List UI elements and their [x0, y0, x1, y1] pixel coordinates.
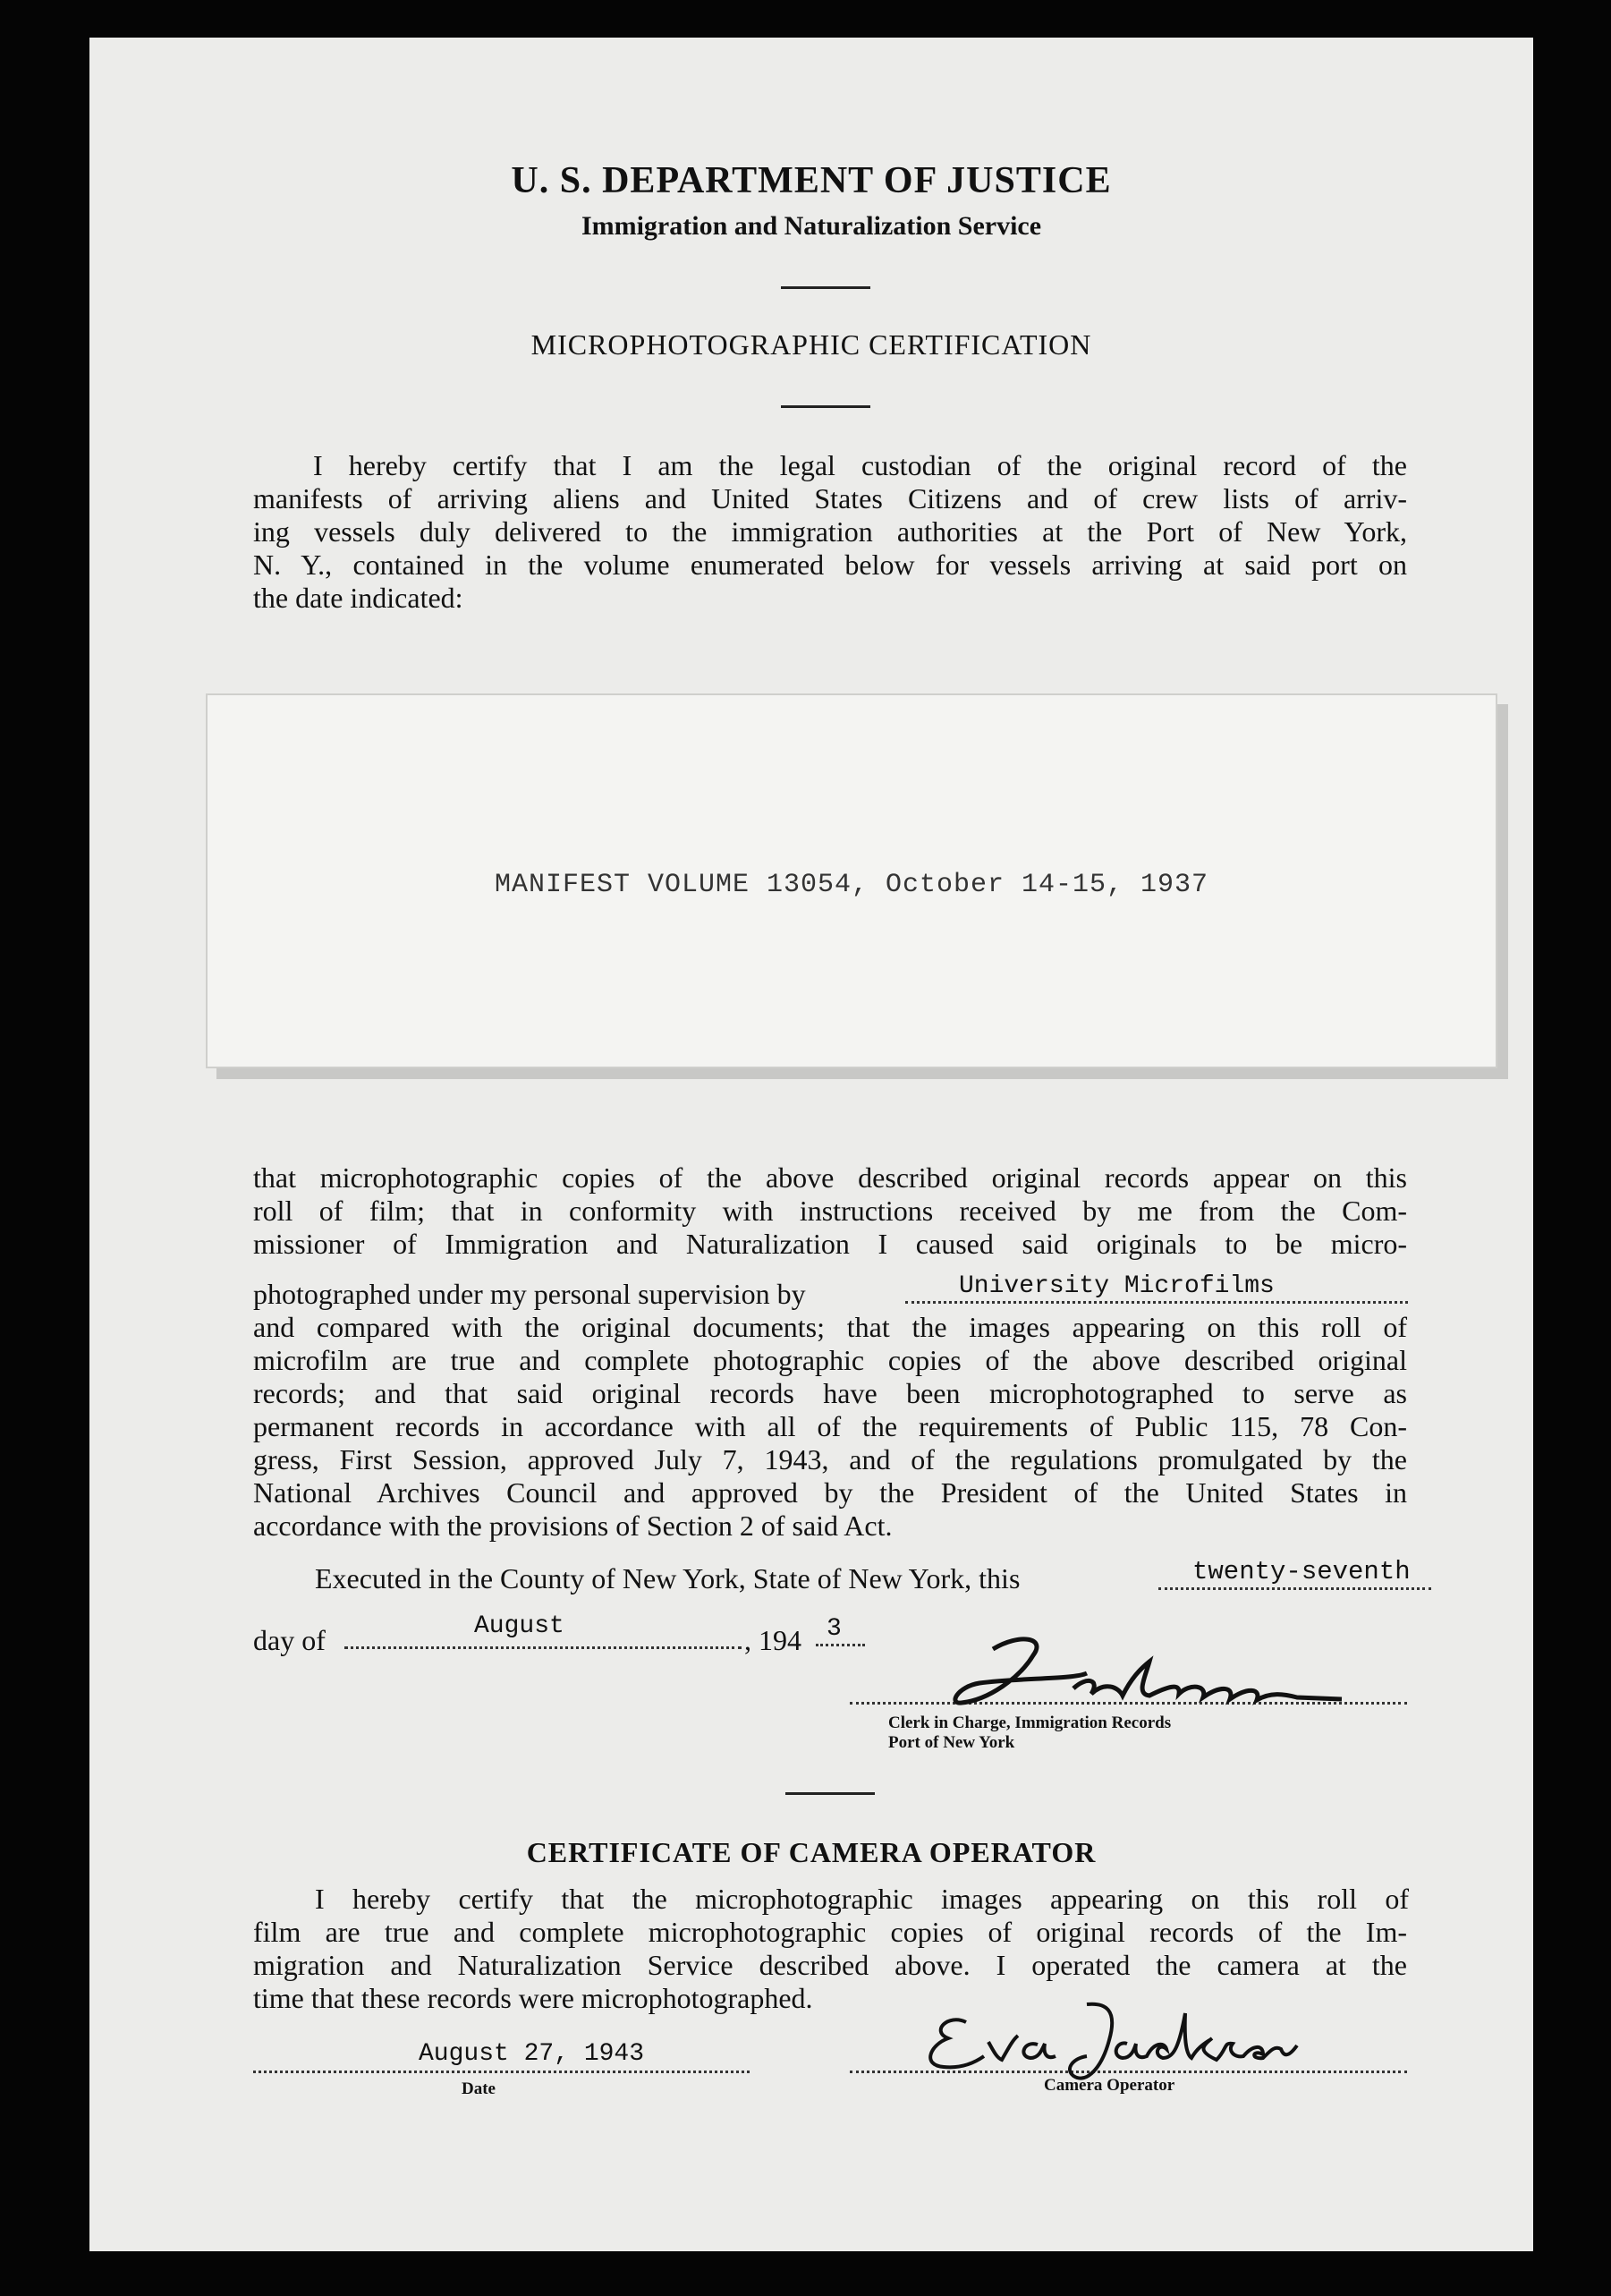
body-line: National Archives Council and approved by the President of the United States in [253, 1476, 1407, 1509]
executed-label: Executed in the County of New York, State of New York, this [315, 1562, 1021, 1594]
camera-line: I hereby certify that the microphotographic images appearing on this roll of [315, 1883, 1409, 1915]
supervisor-line [905, 1274, 1408, 1304]
department-heading: U. S. DEPARTMENT OF JUSTICE [511, 160, 1112, 201]
year-label: , 194 [744, 1624, 801, 1656]
intro-line: manifests of arriving aliens and United States Citizens and of crew lists of arriv- [253, 482, 1407, 514]
body-line: records; and that said original records have been microphotographed to serve as [253, 1377, 1407, 1409]
divider [781, 405, 870, 408]
date-value: August 27, 1943 [419, 2040, 645, 2068]
certification-title: MICROPHOTOGRAPHIC CERTIFICATION [530, 328, 1092, 361]
year-digit: 3 [827, 1615, 842, 1643]
body-line: gress, First Session, approved July 7, 1943, and of the regulations promulgated by the [253, 1443, 1407, 1475]
intro-line: N. Y., contained in the volume enumerated below for vessels arriving at said port on [253, 548, 1407, 581]
body-line: accordance with the provisions of Section 2 of said Act. [253, 1509, 893, 1542]
operator-label: Camera Operator [1044, 2076, 1175, 2095]
intro-paragraph [313, 449, 1407, 482]
intro-line: I hereby certify that I am the legal custodian of the original record of the [313, 449, 1407, 481]
intro-paragraph-continued [253, 482, 1407, 615]
clerk-title: Clerk in Charge, Immigration Records [888, 1713, 1172, 1732]
camera-line: time that these records were microphotographed. [253, 1982, 813, 2014]
clerk-signature [939, 1624, 1351, 1713]
camera-certificate-heading: CERTIFICATE OF CAMERA OPERATOR [526, 1836, 1097, 1868]
body-line: permanent records in accordance with all of the requirements of Public 115, 78 Con- [253, 1410, 1407, 1442]
body-line: that microphotographic copies of the above described original records appear on this [253, 1161, 1407, 1194]
date-label: Date [462, 2079, 496, 2098]
month-value: August [474, 1612, 564, 1640]
day-of-label: day of [253, 1624, 326, 1656]
clerk-port: Port of New York [888, 1733, 1015, 1752]
body-line: microfilm are true and complete photographic copies of the above described original [253, 1344, 1407, 1376]
operator-signature [912, 1986, 1324, 2085]
supervision-label: photographed under my personal supervision by [253, 1278, 806, 1310]
intro-line: the date indicated: [253, 582, 463, 614]
manifest-insert [206, 693, 1497, 1068]
divider [781, 286, 870, 289]
camera-paragraph [315, 1883, 1409, 1916]
date-line [253, 2040, 750, 2073]
day-value: twenty-seventh [1192, 1557, 1411, 1586]
camera-line: film are true and complete microphotographic copies of original records of the Im- [253, 1916, 1407, 1948]
body-paragraph [253, 1161, 1407, 1261]
camera-line: migration and Naturalization Service described above. I operated the camera at the [253, 1949, 1407, 1981]
body-line: missioner of Immigration and Naturalization I caused said originals to be micro- [253, 1228, 1407, 1260]
body-line: roll of film; that in conformity with instructions received by me from the Com- [253, 1195, 1407, 1227]
intro-line: ing vessels duly delivered to the immigration authorities at the Port of New York, [253, 515, 1407, 548]
manifest-volume: MANIFEST VOLUME 13054, October 14-15, 1937 [494, 870, 1209, 900]
day-line [1158, 1557, 1431, 1590]
supervisor-name: University Microfilms [959, 1272, 1275, 1300]
year-line [816, 1617, 865, 1646]
body-paragraph-continued [253, 1311, 1407, 1543]
month-line [344, 1612, 742, 1649]
divider [785, 1792, 875, 1795]
service-subheading: Immigration and Naturalization Service [581, 211, 1042, 241]
body-line: and compared with the original documents; that the images appearing on this roll of [253, 1311, 1407, 1343]
